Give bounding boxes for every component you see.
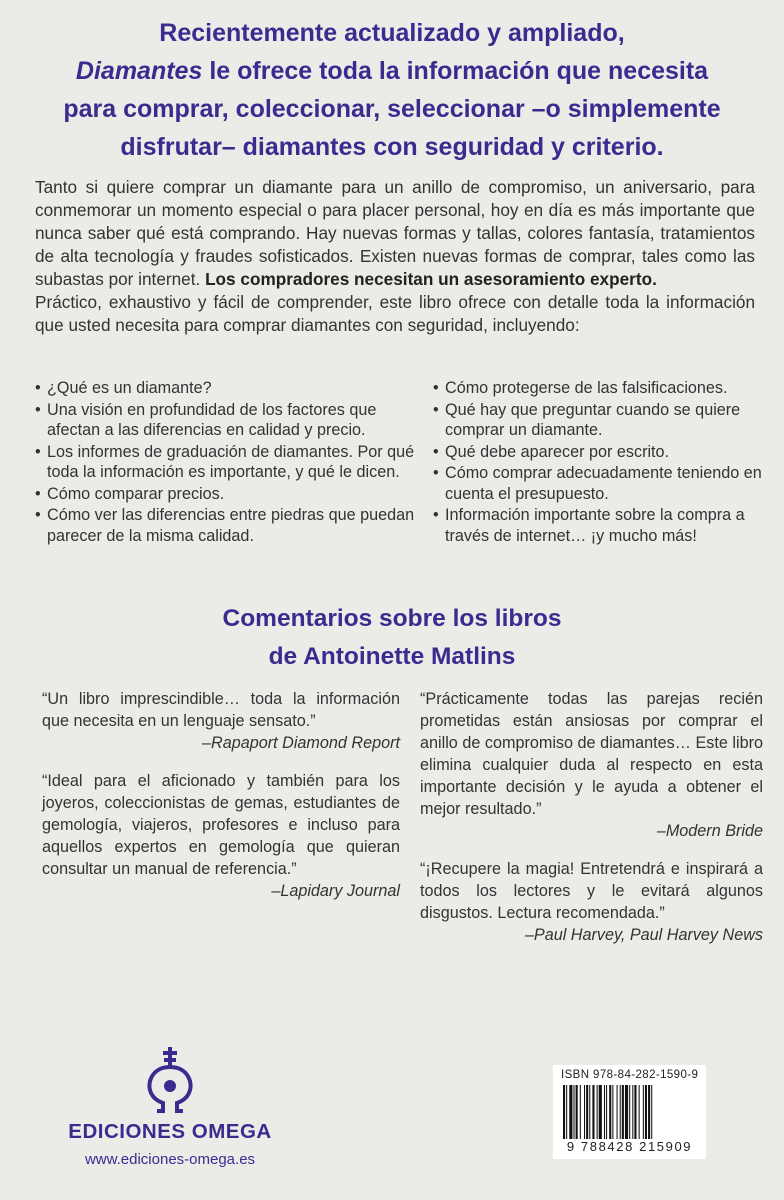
barcode-bar <box>599 1085 602 1139</box>
isbn-barcode <box>553 1065 706 1159</box>
list-item: • Una visión en profundidad de los factores que afectan a las diferencias en calidad y precio. <box>35 400 423 441</box>
barcode-bar <box>566 1085 567 1139</box>
publisher-logo <box>50 1045 290 1175</box>
list-item: • Qué hay que preguntar cuando se quiere comprar un diamante. <box>433 400 768 441</box>
barcode-bar <box>648 1085 650 1139</box>
barcode-bar <box>563 1085 565 1139</box>
list-item: • Qué debe aparecer por escrito. <box>433 442 768 463</box>
barcode-number: 9 788428 215909 <box>566 1139 693 1154</box>
review-quote <box>420 858 763 946</box>
quote-source: –Rapaport Diamond Report <box>202 734 400 752</box>
quote-source: –Modern Bride <box>656 822 763 840</box>
review-quote <box>420 688 763 842</box>
barcode-bar <box>586 1085 588 1139</box>
barcode-bar <box>576 1085 578 1139</box>
barcode-bar <box>622 1085 624 1139</box>
barcode-bar <box>651 1085 652 1139</box>
barcode-bar <box>629 1085 630 1139</box>
omega-logo-icon <box>143 1045 197 1117</box>
quote-text: “Un libro imprescindible… toda la información que necesita en un lenguaje sensato.” <box>42 690 400 730</box>
intro-paragraph-1-text: Tanto si quiere comprar un diamante para un anillo de compromiso, un aniversario, para conmemorar un momento especial o para placer personal, hoy en día es más importante que nunca saber qué está comprando. Hay nuevas formas y tallas, colores fantasía, tratamientos de alta tecnología y fraudes sofisticados. Existen nuevas formas de comprar, tales como las subastas por internet. <box>35 177 755 289</box>
barcode-bar <box>580 1085 581 1139</box>
list-item: • Cómo ver las diferencias entre piedras que puedan parecer de la misma calidad. <box>35 505 423 546</box>
barcode-bar <box>604 1085 605 1139</box>
headline-line-3: para comprar, coleccionar, seleccionar –o simplemente <box>63 95 721 123</box>
quote-source: –Paul Harvey, Paul Harvey News <box>524 926 763 944</box>
quotes-column-left <box>42 688 400 918</box>
barcode-bar <box>612 1085 613 1139</box>
barcode-bar <box>639 1085 640 1139</box>
list-item: • Cómo comprar adecuadamente teniendo en cuenta el presupuesto. <box>433 463 768 504</box>
intro-paragraph-2: Práctico, exhaustivo y fácil de comprender, este libro ofrece con detalle toda la información que usted necesita para comprar diamantes con seguridad, incluyendo: <box>35 292 755 335</box>
intro-bold-statement: Los compradores necesitan un asesoramiento experto. <box>205 269 657 289</box>
quote-text: “¡Recupere la magia! Entretendrá e inspirará a todos los lectores y le evitará algunos disgustos. Lectura recomendada.” <box>420 860 763 922</box>
bullet-list-left <box>35 378 423 547</box>
barcode-bar <box>574 1085 575 1139</box>
barcode-bar <box>632 1085 633 1139</box>
list-item: • Información importante sobre la compra a través de internet… ¡y mucho más! <box>433 505 768 546</box>
bullet-list-right <box>433 378 768 547</box>
barcode-bar <box>634 1085 636 1139</box>
headline <box>60 14 724 166</box>
book-title: Diamantes <box>75 57 203 85</box>
reviews-title-line-2: de Antoinette Matlins <box>268 643 516 670</box>
barcode-bar <box>625 1085 628 1139</box>
barcode-bar <box>645 1085 647 1139</box>
reviews-title <box>100 600 684 676</box>
barcode-bar <box>569 1085 572 1139</box>
publisher-url: www.ediciones-omega.es <box>84 1151 256 1168</box>
barcode-bar <box>606 1085 607 1139</box>
barcode-bar <box>584 1085 585 1139</box>
barcode-graphic <box>561 1085 698 1139</box>
headline-line-1: Recientemente actualizado y ampliado, <box>159 19 625 47</box>
barcode-bar <box>609 1085 611 1139</box>
barcode-bar <box>643 1085 644 1139</box>
headline-line-2 <box>60 52 724 90</box>
quote-text: “Ideal para el aficionado y también para los joyeros, coleccionistas de gemas, estudiantes de gemología, viajeros, profesores e incluso para aquellos expertos en gemología que quieran consultar un manual de referencia.” <box>42 772 400 878</box>
reviews-title-line-1: Comentarios sobre los libros <box>222 605 562 632</box>
barcode-bar <box>617 1085 618 1139</box>
publisher-name: EDICIONES OMEGA <box>68 1120 272 1143</box>
isbn-label: ISBN 978-84-282-1590-9 <box>561 1069 699 1081</box>
review-quote <box>42 770 400 902</box>
barcode-bar <box>592 1085 594 1139</box>
list-item: • Cómo comparar precios. <box>35 484 423 505</box>
barcode-bar <box>620 1085 621 1139</box>
quote-source: –Lapidary Journal <box>271 882 400 900</box>
list-item: • Cómo protegerse de las falsificaciones. <box>433 378 768 399</box>
list-item: • Los informes de graduación de diamantes. Por qué toda la información es importante, y qué le dicen. <box>35 442 423 483</box>
barcode-bar <box>589 1085 590 1139</box>
intro-text <box>35 176 755 337</box>
review-quote <box>42 688 400 754</box>
headline-line-4: disfrutar– diamantes con seguridad y criterio. <box>120 133 664 161</box>
intro-paragraph-1 <box>35 176 755 291</box>
list-item: • ¿Qué es un diamante? <box>35 378 423 399</box>
headline-line-2-rest: le ofrece toda la información que necesita <box>202 57 709 85</box>
barcode-bar <box>597 1085 598 1139</box>
quote-text: “Prácticamente todas las parejas recién prometidas están ansiosas por comprar el anillo de compromiso de diamantes… Este libro elimina cualquier duda al respecto en esta importante decisión y le ayuda a obtener el mejor resultado.” <box>420 690 763 818</box>
quotes-column-right <box>420 688 763 962</box>
